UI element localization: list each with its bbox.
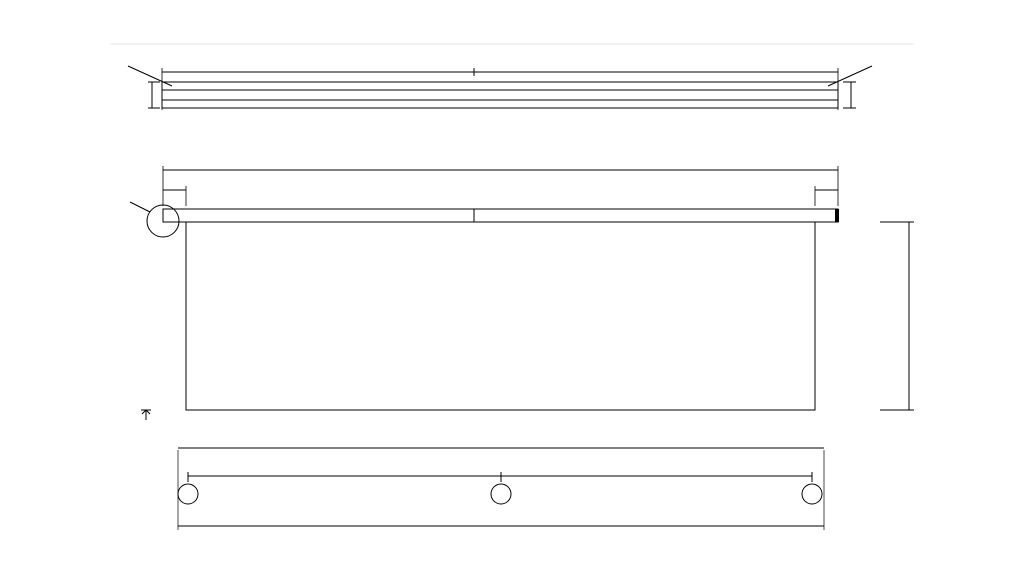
axis-b-circle xyxy=(491,484,511,504)
axis-a-circle xyxy=(178,484,198,504)
roof-beam-end xyxy=(835,209,839,222)
plan-wall-outline xyxy=(162,82,838,108)
plan-leader-right xyxy=(828,66,872,86)
wall-outline xyxy=(186,222,815,410)
axis-d-circle xyxy=(802,484,822,504)
plan-leader-left xyxy=(128,66,172,86)
elevation-view xyxy=(130,166,914,420)
plan-view xyxy=(128,66,872,110)
bottom-dimensions xyxy=(178,448,824,530)
detail-callout-leader xyxy=(130,202,150,212)
roof-beam xyxy=(163,209,838,222)
